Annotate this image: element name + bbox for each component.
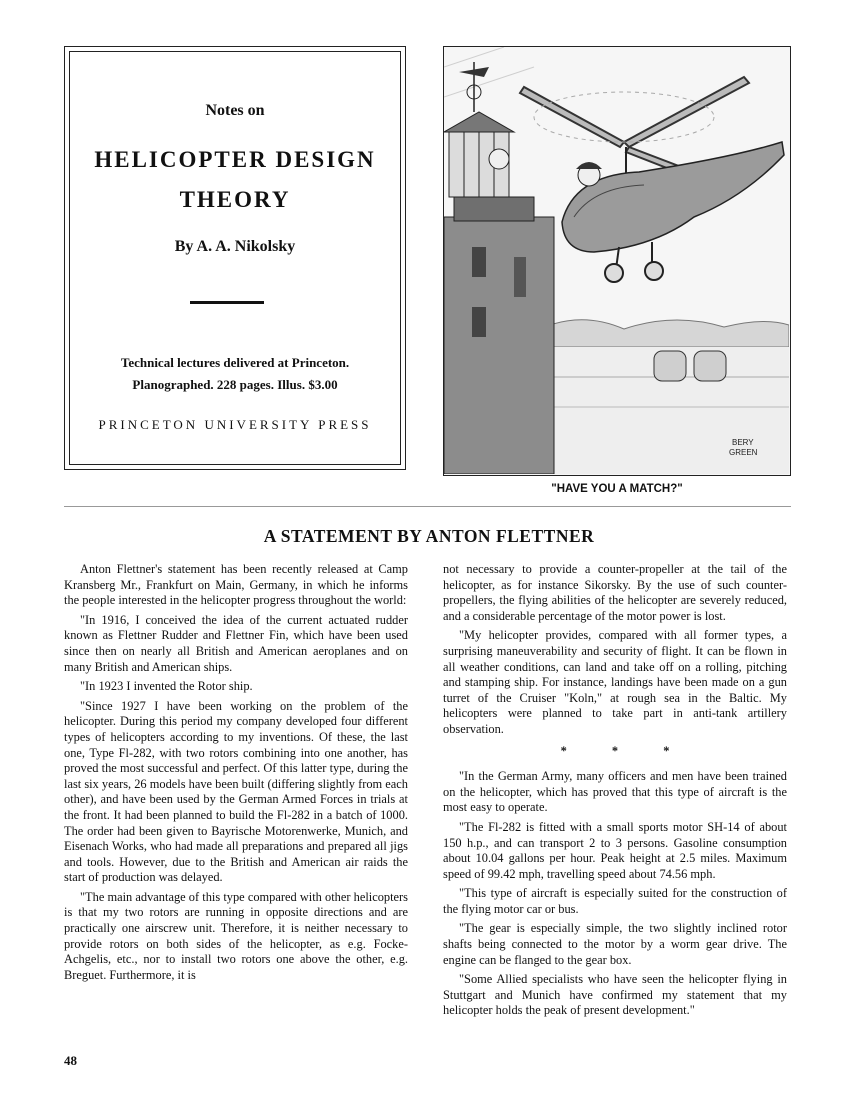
paragraph: "Since 1927 I have been working on the problem of the helicopter. During this period my company developed four different types of helicopters according to my inventions. Of these, the last one, Type Fl-282, with two rotors combining into one another, has proved the most successful and perfect. Of this latter type, during the last six years, 26 models have been built (differing slightly from each other), and have been used by the German Armed Forces in trials at the front. It had been planned to build the Fl-282 in a batch of 1000. The order had been given to Bayrische Motorenwerke, Munich, and Eisenach Works, who had made all preparations and prepared all jigs and tools. However, due to the British and American air raids the start of production was delayed. <box>64 698 408 885</box>
paragraph: "In 1916, I conceived the idea of the current actuated rudder known as Flettner Rudder and Flettner Fin, which have been used since then on nearly all British and American aeroplanes and on many British and American ships. <box>64 612 408 674</box>
ad-title-line-1: HELICOPTER DESIGN <box>94 147 376 172</box>
section-break: * * * <box>560 743 670 758</box>
book-advertisement <box>64 46 406 470</box>
cartoon-drawing <box>444 47 789 474</box>
paragraph: not necessary to provide a counter-propeller at the tail of the helicopter, as for instance Sikorsky. By the use of such counter-propellers, the flying abilities of the helicopter are severely reduced, and a considerable percentage of the motor power is lost. <box>443 562 787 623</box>
cartoon-signature-line-2: GREEN <box>729 448 758 457</box>
page-divider <box>64 506 791 507</box>
ad-divider <box>190 301 264 304</box>
article-column-left <box>64 562 408 987</box>
cartoon-signature-line-1: BERY <box>732 438 754 447</box>
ad-description <box>70 352 400 396</box>
paragraph: "This type of aircraft is especially suited for the construction of the flying motor car or bus. <box>443 886 787 916</box>
helicopter-cartoon <box>443 46 791 476</box>
ad-author: By A. A. Nikolsky <box>174 238 296 255</box>
ad-publisher: PRINCETON UNIVERSITY PRESS <box>98 417 372 432</box>
ad-book-title <box>70 140 400 220</box>
article-headline: A STATEMENT BY ANTON FLETTNER <box>263 526 595 546</box>
paragraph: "My helicopter provides, compared with all former types, a surprising maneuverability and security of flight. It can be flown in all weather conditions, can land and take off on a rolling, pitching and stamping ship. For instance, landings have been made on a gun turret of the Cruiser "Koln," at rough sea in the Baltic. My helicopters were planned to take part in anti-tank artillery observation. <box>443 628 787 736</box>
ad-notes-label: Notes on <box>205 102 265 119</box>
paragraph: "In the German Army, many officers and men have been trained on the helicopter, which has proved that this type of aircraft is the most easy to operate. <box>443 769 787 815</box>
paragraph: "The Fl-282 is fitted with a small sports motor SH-14 of about 150 h.p., and can transport 2 to 3 persons. Gasoline consumption about 10.04 gallons per hour. Peak height at 2.5 miles. Maximum speed of 99.42 mph, travelling speed about 74.56 mph. <box>443 819 787 881</box>
ad-title-line-2: THEORY <box>179 187 291 212</box>
advertisement-inner-border <box>69 51 401 465</box>
ad-description-line-1: Technical lectures delivered at Princeton. <box>120 355 350 370</box>
paragraph: Anton Flettner's statement has been recently released at Camp Kransberg Mr., Frankfurt on Main, Germany, in which he informs the people interested in the helicopter progress throughout the world: <box>64 562 408 608</box>
paragraph: "The main advantage of this type compared with other helicopters is that my two rotors are running in opposite directions and are practically one airscrew unit. Therefore, it is neither necessary to provide rotors on both sides of the helicopter, as e.g. Focke-Achgelis, etc., nor to install two rotors one above the other, e.g. Breguet. Furthermore, it is <box>64 889 408 982</box>
article-column-right <box>443 562 787 1023</box>
paragraph: "The gear is especially simple, the two slightly inclined rotor shafts being connected to the motor by a worm gear drive. The engine can be flanged to the gear box. <box>443 921 787 967</box>
paragraph: "Some Allied specialists who have seen the helicopter flying in Stuttgart and Munich have confirmed my statement that my helicopter holds the peak of present development." <box>443 972 787 1018</box>
ad-description-line-2: Planographed. 228 pages. Illus. $3.00 <box>132 377 338 392</box>
cartoon-caption: "HAVE YOU A MATCH?" <box>551 483 683 495</box>
page-number: 48 <box>64 1053 77 1068</box>
paragraph: "In 1923 I invented the Rotor ship. <box>80 679 253 694</box>
